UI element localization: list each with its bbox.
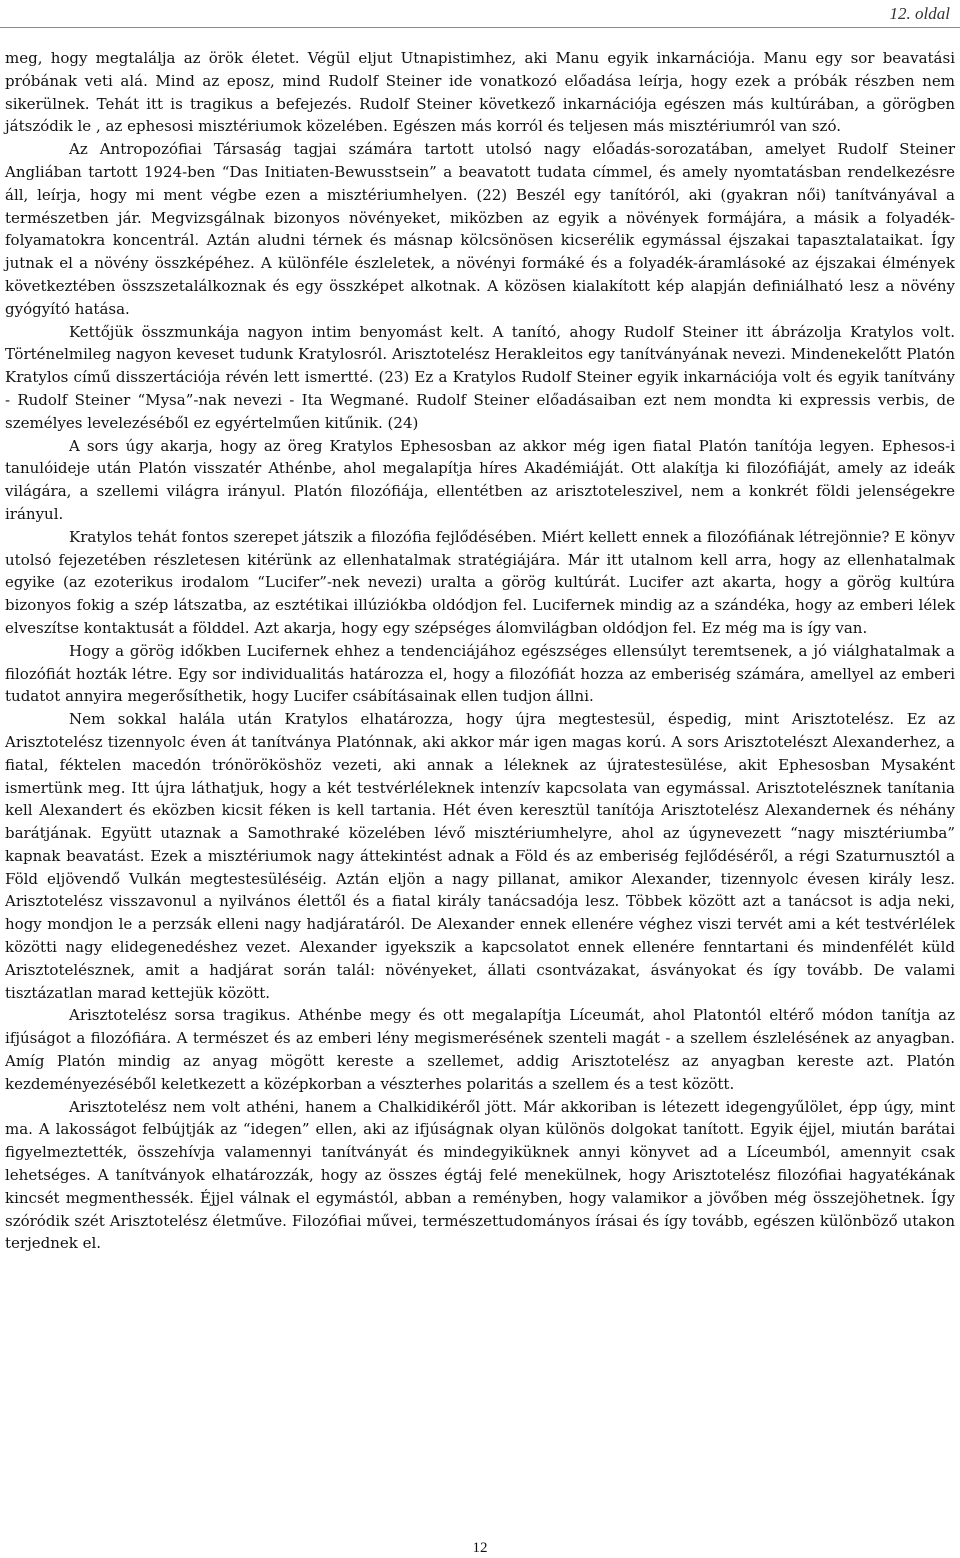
footer-page-number: 12 <box>472 1540 488 1556</box>
paragraph: Kettőjük összmunkája nagyon intim benyomást kelt. A tanító, ahogy Rudolf Steiner itt ábrázolja Kratylos volt. Történelmileg nagyon keveset tudunk Kratylosról. Arisztotelész Herakleitos egy tanítványának nevezi. Mindenekelőtt Platón Kratylos című disszertációja révén lett ismertté. (23) Ez a Kratylos Rudolf Steiner egyik inkarnációja volt és egyik tanítvány - Rudolf Steiner “Mysa”-nak nevezi - Ita Wegmané. Rudolf Steiner előadásaiban ezt nem mondta ki expressis verbis, de személyes levelezéséből ez egyértelműen kitűnik. (24) <box>5 322 955 432</box>
text-body <box>5 47 955 1255</box>
paragraph: A sors úgy akarja, hogy az öreg Kratylos Ephesosban az akkor még igen fiatal Platón tanítója legyen. Ephesos-i tanulóideje után Platón visszatér Athénbe, ahol megalapítja híres Akadémiáját. Ott alakítja ki filozófiáját, amely az ideák világára, a szellemi világra irányul. Platón filozófiája, ellentétben az arisztoteleszivel, nem a konkrét földi jelenségekre irányul. <box>5 436 955 523</box>
paragraph: Kratylos tehát fontos szerepet játszik a filozófia fejlődésében. Miért kellett ennek a filozófiának létrejönnie? E könyv utolsó fejezetében részletesen kitérünk az ellenhatalmak stratégiájára. Már itt utalnom kell arra, hogy az ellenhatalmak egyike (az ezoterikus irodalom “Lucifer”-nek nevezi) uralta a görög kultúrát. Lucifer azt akarta, hogy a görög kultúra bizonyos fokig a szép látszatba, az esztétikai illúziókba oldódjon fel. Lucifernek mindig az a szándéka, hogy az emberi lélek elveszítse kontaktusát a földdel. Azt akarja, hogy egy szépséges álomvilágban oldódjon fel. Ez még ma is így van. <box>5 527 955 637</box>
page-label: 12. oldal <box>889 4 950 23</box>
paragraph: Arisztotelész sorsa tragikus. Athénbe megy és ott megalapítja Líceumát, ahol Platontól eltérő módon tanítja az ifjúságot a filozófiára. A természet és az emberi lény megismerésének szenteli magát - a szellem észlelésének az anyagban. Amíg Platón mindig az anyag mögött kereste a szellemet, addig Arisztotelész az anyagban kereste azt. Platón kezdeményezéséből keletkezett a középkorban a vészterhes polaritás a szellem és a test között. <box>5 1006 955 1093</box>
header-rule <box>0 27 960 28</box>
paragraph: meg, hogy megtalálja az örök életet. Végül eljut Utnapistimhez, aki Manu egyik inkarnációja. Manu egy sor beavatási próbának veti alá. Mind az eposz, mind Rudolf Steiner ide vonatkozó előadása leírja, hogy ezek a próbák részben nem sikerülnek. Tehát itt is tragikus a befejezés. Rudolf Steiner következő inkarnációja egészen más kultúrában, a görögben játszódik le , az ephesosi misztériumok közelében. Egészen más korról és teljesen más misztériumról van szó. <box>5 49 955 136</box>
paragraph: Az Antropozófiai Társaság tagjai számára tartott utolsó nagy előadás-sorozatában, amelyet Rudolf Steiner Angliában tartott 1924-ben “Das Initiaten-Bewusstsein” a beavatott tudata címmel, és amely nyomtatásban rendelkezésre áll, leírja, hogy mi ment végbe ezen a misztériumhelyen. (22) Beszél egy tanítóról, aki (gyakran női) tanítványával a természetben jár. Megvizsgálnak bizonyos növényeket, miközben az egyik a növények formájára, a másik a folyadék-folyamatokra koncentrál. Aztán aludni térnek és másnap kölcsönösen kicserélik egymással éjszakai tapasztalataikat. Így jutnak el a növény összképéhez. A különféle észleletek, a növényi formáké és a folyadék-áramlásoké az éjszakai élmények következtében összszetalálkoznak és egy összképet alkotnak. A közösen kialakított kép alapján definiálható lesz a növény gyógyító hatása. <box>5 140 955 318</box>
paragraph: Arisztotelész nem volt athéni, hanem a Chalkidikéről jött. Már akkoriban is létezett idegengyűlölet, épp úgy, mint ma. A lakosságot felbújtják az “idegen” ellen, aki az ifjúságnak olyan különös dolgokat tanított. Egyik éjjel, miután barátai figyelmeztették, összehívja valamennyi tanítványát és mindegyiküknek annyi könyvet ad a Líceumból, amennyit csak lehetséges. A tanítványok elhatározzák, hogy az összes égtáj felé menekülnek, hogy Arisztotelész filozófiai hagyatékának kincsét megmenthessék. Éjjel válnak el egymástól, abban a reményben, hogy valamikor a jövőben még összejöhetnek. Így szóródik szét Arisztotelész életműve. Filozófiai művei, természettudományos írásai és így tovább, egészen különböző utakon terjednek el. <box>5 1097 955 1253</box>
paragraph: Nem sokkal halála után Kratylos elhatározza, hogy újra megtestesül, éspedig, mint Arisztotelész. Ez az Arisztotelész tizennyolc éven át tanítványa Platónnak, aki akkor már igen magas korú. A sors Arisztotelészt Alexanderhez, a fiatal, féktelen macedón trónörököshöz vezeti, aki annak a léleknek az újratestesülése, akit Ephesosban Mysaként ismertünk meg. Itt újra láthatjuk, hogy a két testvérléleknek intenzív kapcsolata van egymással. Arisztotelésznek tanítania kell Alexandert és eközben kicsit féken is kell tartania. Hét éven keresztül tanítója Arisztotelész Alexandernek és néhány barátjának. Együtt utaznak a Samothraké közelében lévő misztériumhelyre, ahol az úgynevezett “nagy misztériumba” kapnak beavatást. Ezek a misztériumok nagy áttekintést adnak a Föld és az emberiség fejlődéséről, a régi Szaturnusztól a Föld eljövendő Vulkán megtestesüléséig. Aztán eljön a nagy pillanat, amikor Alexander, tizennyolc évesen király lesz. Arisztotelész visszavonul a nyilvános élettől és a fiatal király tanácsadója lesz. Többek között azt a tanácsot is adja neki, hogy mondjon le a perzsák elleni nagy hadjáratáról. De Alexander ennek ellenére véghez viszi tervét ami a két testvérlélek közötti nagy elidegenedéshez vezet. Alexander igyekszik a kapcsolatot ennek ellenére fenntartani és mindenfélét küld Arisztotelésznek, amit a hadjárat során talál: növényeket, állati csontvázakat, ásványokat és így tovább. De valami tisztázatlan marad kettejük között. <box>5 710 955 1002</box>
paragraph: Hogy a görög időkben Lucifernek ehhez a tendenciájához egészséges ellensúlyt teremtsenek, a jó viálghatalmak a filozófiát hozták létre. Egy sor individualitás határozza el, hogy a filozófiát hozza az emberiség számára, amellyel az emberi tudatot annyira megerősíthetik, hogy Lucifer csábításainak ellen tudjon állni. <box>5 641 955 706</box>
